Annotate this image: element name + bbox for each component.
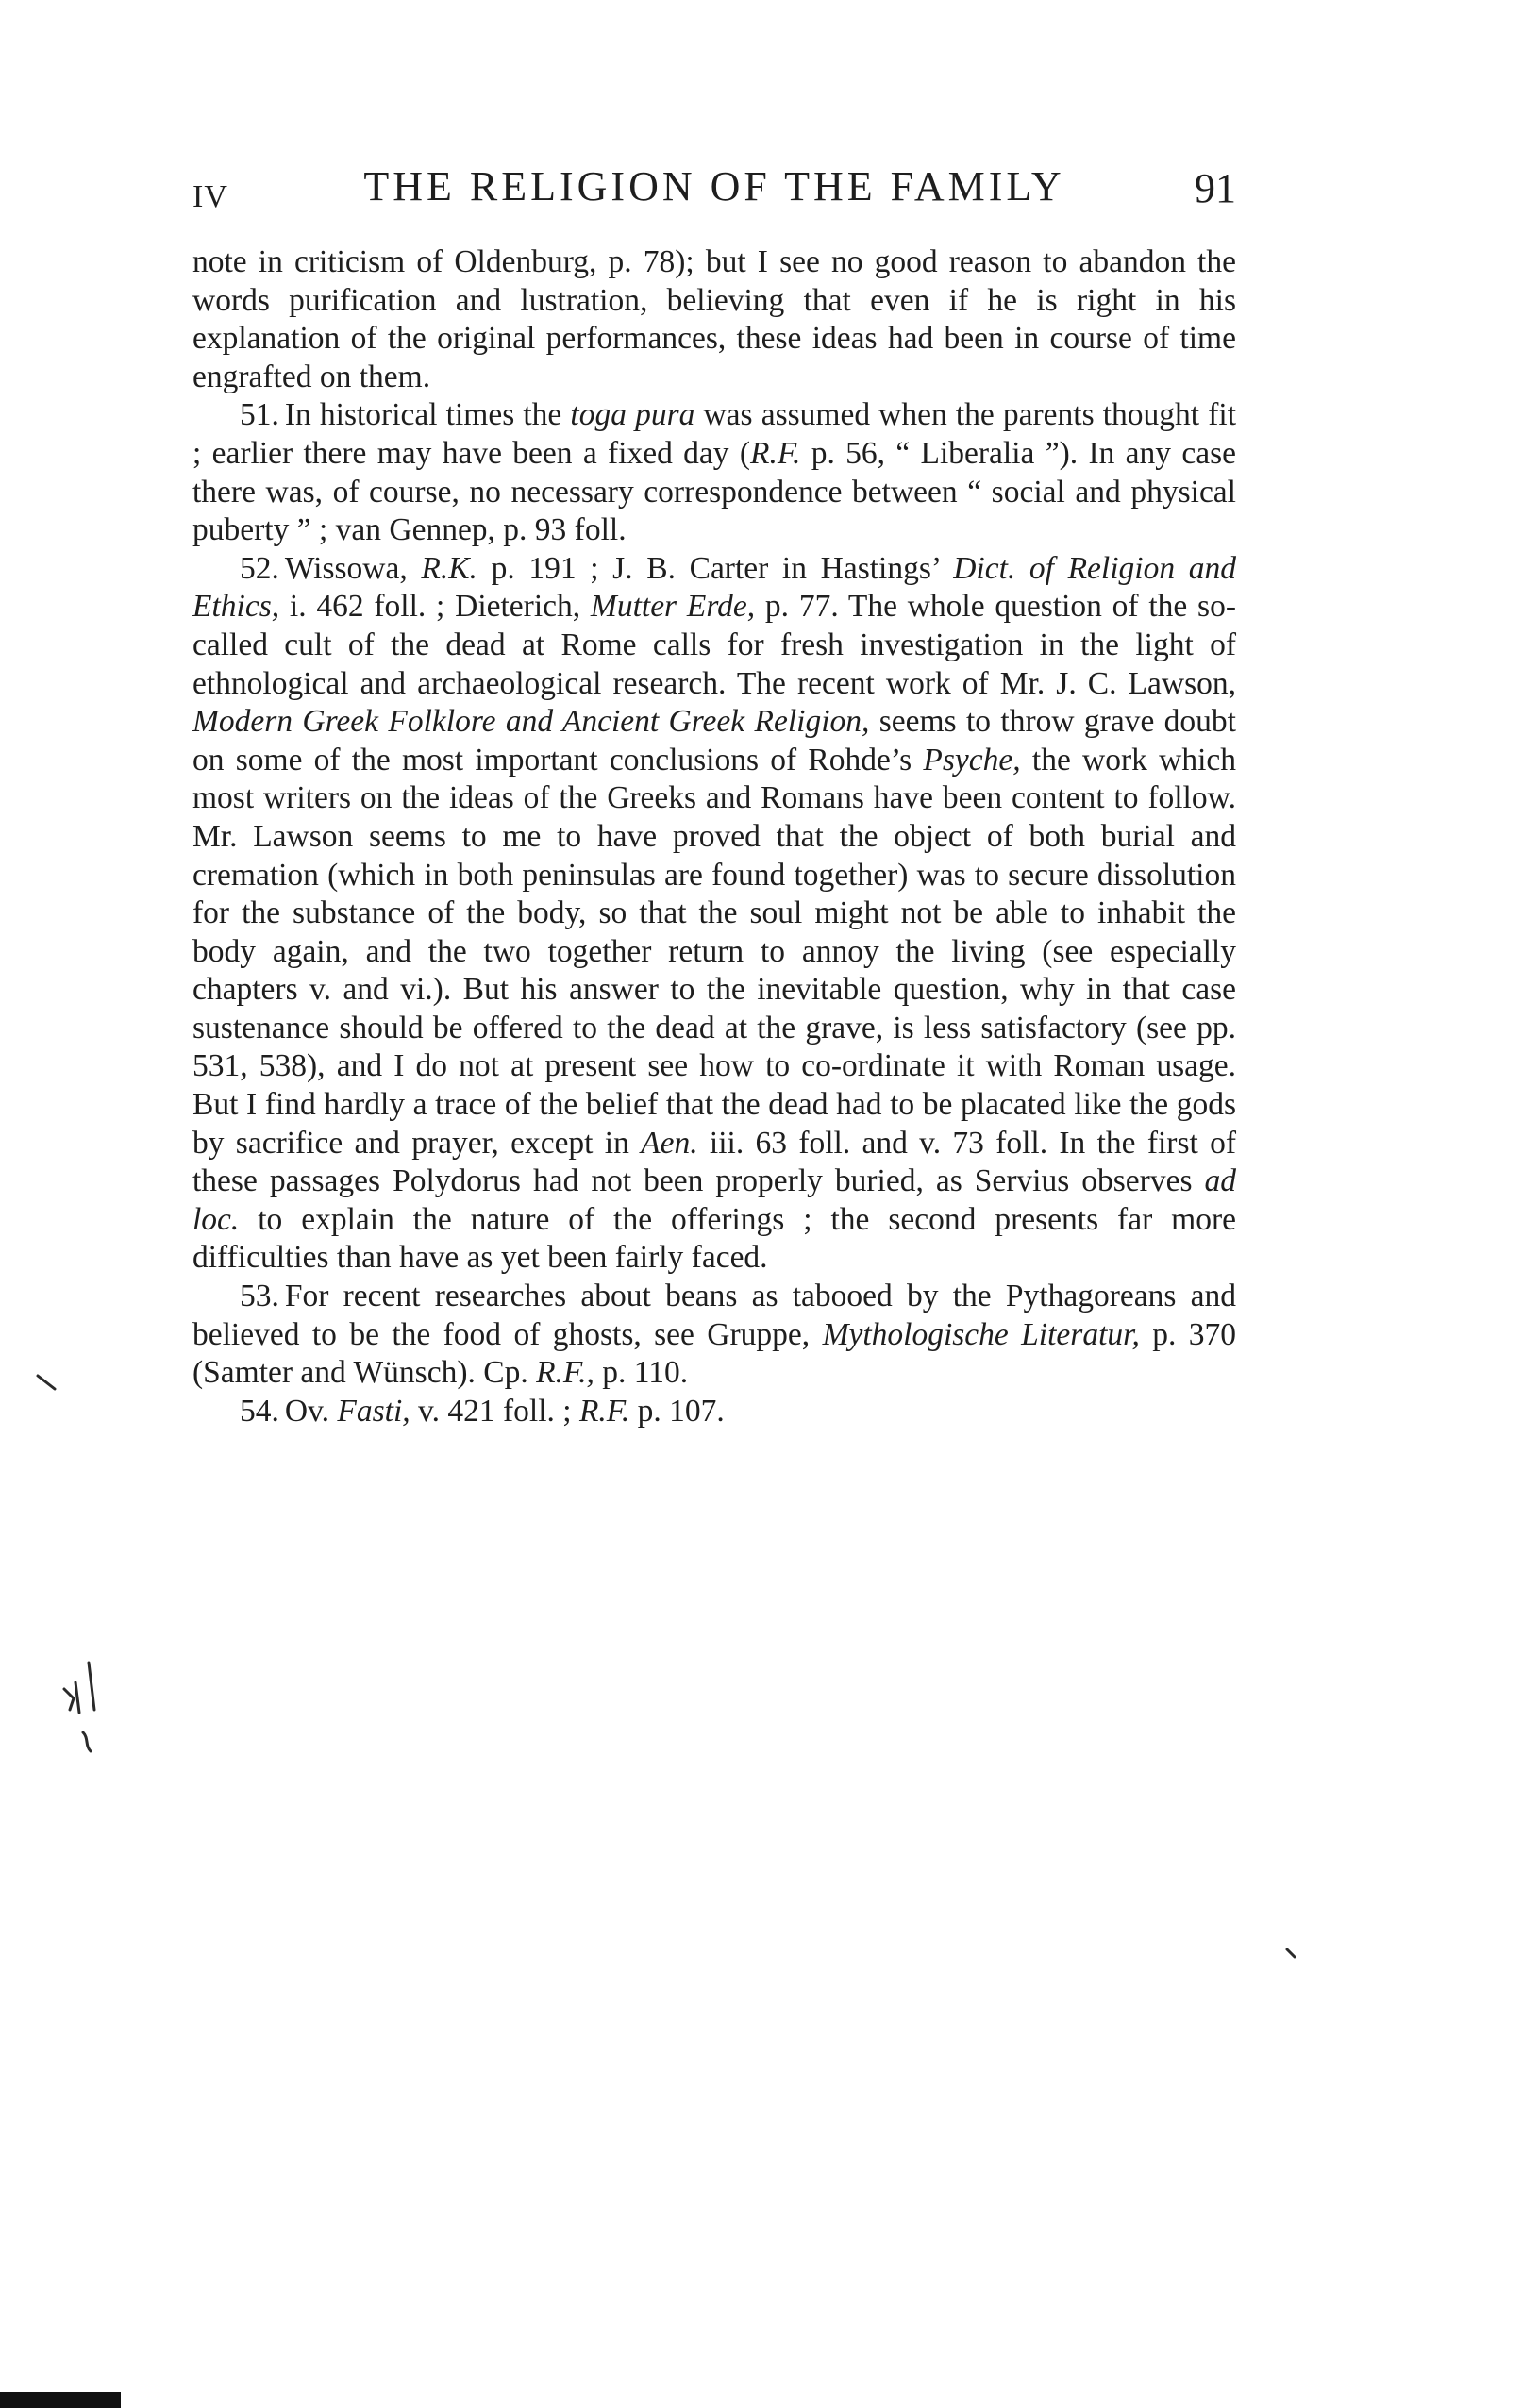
- endnote-number: 52.: [240, 550, 279, 586]
- note-text: p. 370 (Samter and Wünsch). Cp.: [192, 1316, 1237, 1391]
- note-text: was assumed when the parents thought fit ; earlier there may have been a fixed day (: [192, 397, 1236, 471]
- endnote-53: [192, 1278, 1236, 1393]
- endnote-52: [192, 550, 1236, 1278]
- note-text: v. 421 foll. ;: [410, 1393, 579, 1429]
- italic-text: toga pura: [570, 397, 695, 433]
- note-text: In historical times the: [284, 397, 571, 433]
- endnotes-body: [192, 243, 1236, 1430]
- endnote-continuation: [192, 243, 1236, 396]
- page-number: 91: [1195, 165, 1236, 211]
- italic-text: Mutter Erde,: [590, 589, 756, 625]
- note-text: p. 107.: [629, 1393, 725, 1429]
- endnote-number: 53.: [240, 1279, 279, 1314]
- chapter-number: IV: [192, 179, 228, 214]
- margin-pencil-mark: [38, 1376, 1295, 1957]
- note-text: For recent researches about beans as tabooed by the Pythagoreans and believed to be the food of ghosts, see Gruppe,: [192, 1279, 1236, 1352]
- running-head: [192, 159, 1236, 225]
- note-text: to explain the nature of the offerings ; the second presents far more difficulties than have as yet been fairly faced.: [192, 1201, 1236, 1276]
- italic-text: Mythologische Literatur,: [822, 1316, 1140, 1352]
- note-text: p. 77. The whole question of the so-called cult of the dead at Rome calls for fresh investigation in the light of ethnological and archaeological research. The recent work of Mr. J. C. Lawson,: [192, 589, 1236, 701]
- note-text: iii. 63 foll. and v. 73 foll. In the first of these passages Polydorus had not been properly buried, as Servius observes: [192, 1125, 1236, 1199]
- note-text: seems to throw grave doubt on some of the most important conclusions of Rohde’s: [192, 704, 1236, 778]
- endnote-51: [192, 396, 1236, 549]
- note-text: i. 462 foll. ; Dieterich,: [279, 589, 591, 625]
- note-text: note in criticism of Oldenburg, p. 78); but I see no good reason to abandon the words purification and lustration, believing that even if he is right in his explanation of the original performances, these ideas had been in course of time engrafted on them.: [192, 244, 1236, 394]
- note-text: p. 110.: [594, 1355, 689, 1391]
- endnote-number: 51.: [240, 397, 279, 433]
- italic-text: Dict. of Religion and Ethics,: [192, 550, 1236, 625]
- italic-text: Fasti,: [337, 1393, 410, 1429]
- italic-text: R.F.: [578, 1393, 630, 1429]
- italic-text: ad loc.: [192, 1163, 1236, 1237]
- italic-text: R.F.,: [536, 1355, 594, 1391]
- running-title: THE RELIGION OF THE FAMILY: [363, 163, 1065, 209]
- italic-text: R.K.: [421, 550, 477, 586]
- note-text: p. 56, “ Liberalia ”). In any case there was, of course, no necessary correspondence between “ social and physical puberty ” ; van Gennep, p. 93 foll.: [192, 435, 1236, 548]
- endnote-54: [192, 1393, 1236, 1431]
- note-text: Wissowa,: [284, 550, 422, 586]
- italic-text: Aen.: [641, 1125, 698, 1161]
- note-text: the work which most writers on the ideas of the Greeks and Romans have been content to follow. Mr. Lawson seems to me to have proved that the object of both burial and cremation (which in both peninsulas are found together) was to secure dissolution for the substance of the body, so that the soul might not be able to inhabit the body again, and the two together return to annoy the living (see especially chapters v. and vi.). But his answer to the inevitable question, why in that case sustenance should be offered to the dead at the grave, is less satisfactory (see pp. 531, 538), and I do not at present see how to co-ordinate it with Roman usage. But I find hardly a trace of the belief that the dead had to be placated like the gods by sacrifice and prayer, except in: [192, 742, 1236, 1161]
- italic-text: Modern Greek Folklore and Ancient Greek Religion,: [192, 704, 870, 740]
- note-text: Ov.: [284, 1393, 338, 1429]
- italic-text: Psyche,: [923, 742, 1021, 778]
- endnote-number: 54.: [240, 1393, 279, 1429]
- note-text: p. 191 ; J. B. Carter in Hastings’: [477, 550, 954, 586]
- scan-edge-bar: [0, 2392, 121, 2408]
- italic-text: R.F.: [750, 435, 801, 471]
